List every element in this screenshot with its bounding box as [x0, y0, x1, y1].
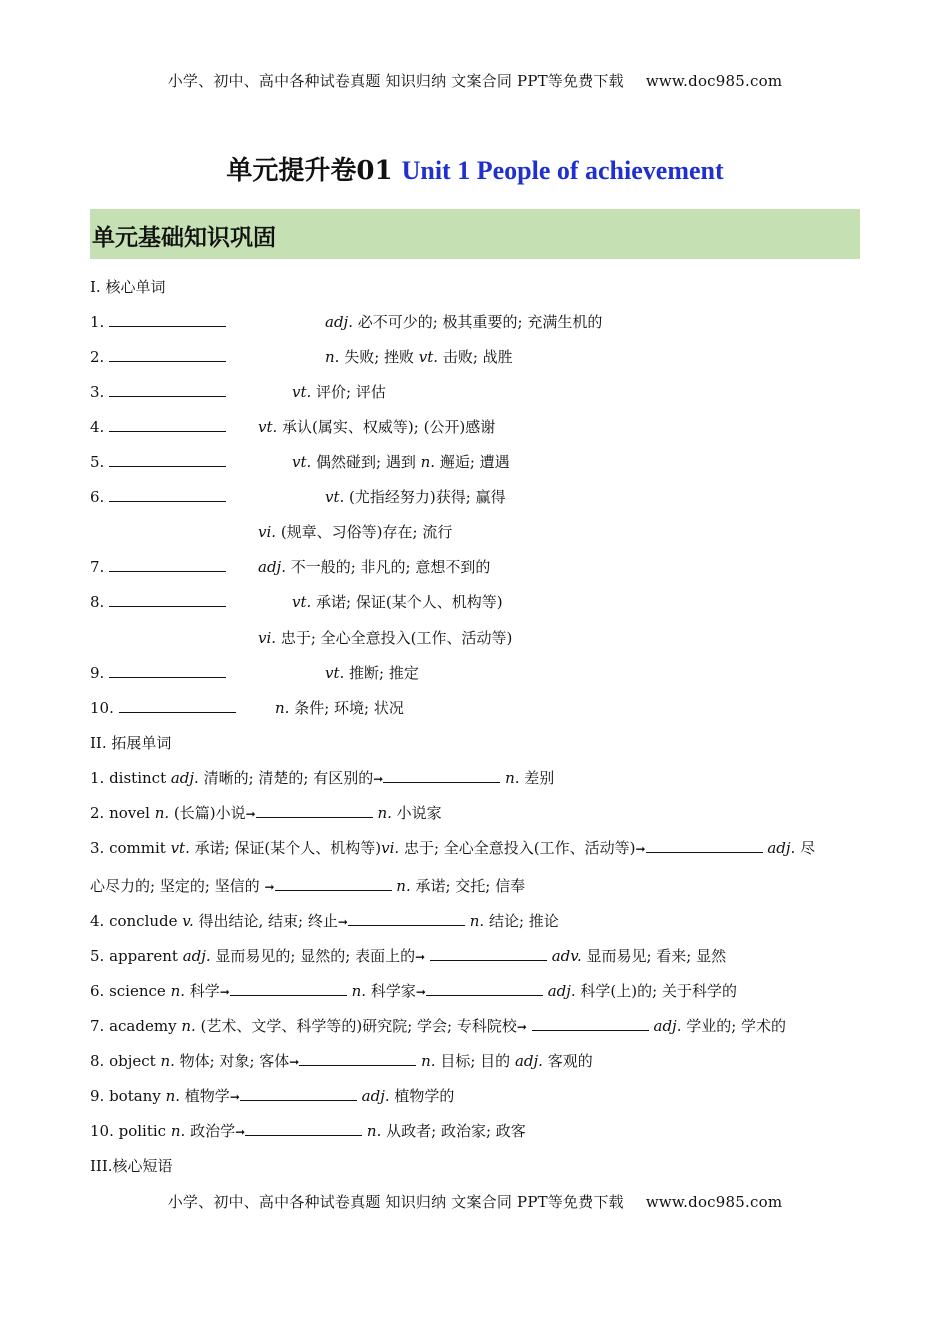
meaning: 目标; 目的: [435, 1052, 511, 1070]
meaning: 条件; 环境; 状况: [289, 699, 404, 717]
list-item-definition: [292, 452, 510, 472]
answer-blank[interactable]: [532, 1016, 649, 1031]
part3-heading: III.核心短语: [90, 1157, 173, 1175]
meaning: 小说家: [391, 804, 442, 822]
page-header: [0, 70, 950, 91]
pos-tag: n.: [351, 982, 367, 1000]
arrow-icon: ➞: [235, 1125, 246, 1139]
list-item-definition: [325, 312, 602, 332]
arrow-icon: ➞: [516, 1020, 527, 1034]
answer-blank[interactable]: [109, 663, 226, 678]
list-item: [90, 382, 226, 402]
word: 7. academy: [90, 1017, 182, 1035]
title-en: Unit 1 People of achievement: [401, 156, 724, 185]
meaning: 忠于; 全心全意投入(工作、活动等): [276, 629, 513, 647]
meaning: 显而易见的; 显然的; 表面上的: [210, 947, 416, 965]
answer-blank[interactable]: [245, 1121, 362, 1136]
meaning: 失败; 挫败: [339, 348, 419, 366]
list-item-continuation: [90, 876, 525, 897]
meaning: 评价; 评估: [311, 383, 386, 401]
item-number: 7.: [90, 558, 105, 576]
meaning: 物体; 对象; 客体: [174, 1052, 290, 1070]
meaning: 不一般的; 非凡的; 意想不到的: [285, 558, 491, 576]
answer-blank[interactable]: [383, 768, 500, 783]
arrow-icon: ➞: [229, 1090, 240, 1104]
pos-tag: adj.: [170, 769, 199, 787]
pos-tag: n.: [170, 1122, 186, 1140]
answer-blank[interactable]: [109, 452, 226, 467]
pos-tag: adj.: [361, 1087, 390, 1105]
answer-blank[interactable]: [109, 417, 226, 432]
list-item: [90, 487, 226, 507]
answer-blank[interactable]: [426, 981, 543, 996]
arrow-icon: ➞: [373, 772, 384, 786]
item-number: 10.: [90, 699, 114, 717]
list-item: [90, 1016, 786, 1037]
footer-text: 小学、初中、高中各种试卷真题 知识归纳 文案合同 PPT等免费下载: [167, 1193, 624, 1211]
item-number: 9.: [90, 664, 105, 682]
meaning: 必不可少的; 极其重要的; 充满生机的: [352, 313, 603, 331]
list-item-definition: [258, 628, 512, 648]
pos-tag: n.: [275, 699, 290, 717]
arrow-icon: ➞: [219, 985, 230, 999]
page-footer: [0, 1191, 950, 1212]
pos-tag: n.: [170, 982, 185, 1000]
word: 1. distinct: [90, 769, 171, 787]
pos-tag: n.: [396, 877, 411, 895]
list-item-definition: [292, 592, 503, 612]
meaning: (长篇)小说: [169, 804, 246, 822]
word: 10. politic: [90, 1122, 171, 1140]
answer-blank[interactable]: [348, 911, 465, 926]
list-item-definition: [325, 487, 506, 507]
meaning: 客观的: [542, 1052, 593, 1070]
list-item-definition: [275, 698, 404, 718]
meaning: 尽: [795, 839, 816, 857]
list-item-definition: [292, 382, 386, 402]
meaning: 承诺; 交托; 信奉: [410, 877, 526, 895]
pos-tag: adj.: [547, 982, 576, 1000]
pos-tag: vt.: [292, 453, 312, 471]
answer-blank[interactable]: [430, 946, 547, 961]
list-item: [90, 663, 226, 683]
pos-tag: adj.: [182, 947, 211, 965]
pos-tag: adj.: [514, 1052, 543, 1070]
pos-tag: vi.: [258, 629, 277, 647]
meaning: 显而易见; 看来; 显然: [581, 947, 727, 965]
header-text: 小学、初中、高中各种试卷真题 知识归纳 文案合同 PPT等免费下载: [167, 72, 624, 90]
meaning: (艺术、文学、科学等的)研究院; 学会; 专科院校: [195, 1017, 517, 1035]
list-item: [90, 347, 226, 367]
item-number: 4.: [90, 418, 105, 436]
meaning: 差别: [519, 769, 555, 787]
list-item: [90, 768, 554, 789]
item-number: 3.: [90, 383, 105, 401]
meaning: 忠于; 全心全意投入(工作、活动等): [399, 839, 636, 857]
word: 2. novel: [90, 804, 155, 822]
meaning: 心尽力的; 坚定的; 坚信的: [90, 877, 260, 895]
pos-tag: n.: [160, 1052, 175, 1070]
answer-blank[interactable]: [109, 592, 226, 607]
answer-blank[interactable]: [256, 803, 373, 818]
list-item-definition: [325, 347, 513, 367]
word: 3. commit: [90, 839, 171, 857]
meaning: 政治学: [185, 1122, 236, 1140]
arrow-icon: ➞: [415, 985, 426, 999]
pos-tag: adj.: [767, 839, 796, 857]
pos-tag: n.: [421, 1052, 436, 1070]
meaning: 承认(属实、权威等); (公开)感谢: [277, 418, 496, 436]
arrow-icon: ➞: [289, 1055, 300, 1069]
list-item: [90, 946, 726, 967]
part1-heading: I. 核心单词: [90, 278, 166, 296]
item-number: 5.: [90, 453, 105, 471]
list-item: [90, 557, 226, 577]
meaning: 邂逅; 遭遇: [435, 453, 510, 471]
list-item: [90, 1086, 454, 1107]
title-cn: 单元提升卷01: [226, 156, 402, 186]
pos-tag: vt.: [292, 383, 312, 401]
footer-site: www.doc985.com: [645, 1193, 783, 1211]
pos-tag: vi.: [381, 839, 400, 857]
meaning: 科学: [185, 982, 220, 1000]
meaning: 从政者; 政治家; 政客: [381, 1122, 526, 1140]
answer-blank[interactable]: [119, 698, 236, 713]
pos-tag: n.: [377, 804, 392, 822]
pos-tag: n.: [181, 1017, 196, 1035]
pos-tag: n.: [154, 804, 170, 822]
list-item-definition: [258, 557, 490, 577]
item-number: 2.: [90, 348, 105, 366]
pos-tag: n.: [165, 1087, 181, 1105]
pos-tag: vt.: [325, 664, 345, 682]
page-title: [0, 150, 950, 187]
list-item: [90, 838, 815, 859]
meaning: 清晰的; 清楚的; 有区别的: [198, 769, 374, 787]
pos-tag: adj.: [653, 1017, 682, 1035]
answer-blank[interactable]: [299, 1051, 416, 1066]
meaning: 植物学的: [389, 1087, 455, 1105]
arrow-icon: ➞: [245, 807, 256, 821]
list-item: [90, 312, 226, 332]
list-item-definition: [325, 663, 419, 683]
list-item: [90, 911, 559, 932]
arrow-icon: ➞: [415, 950, 426, 964]
meaning: 承诺; 保证(某个人、机构等): [311, 593, 503, 611]
list-item: [90, 1051, 593, 1072]
answer-blank[interactable]: [240, 1086, 357, 1101]
answer-blank[interactable]: [109, 347, 226, 362]
meaning: 击败; 战胜: [438, 348, 513, 366]
list-item: [90, 592, 226, 612]
pos-tag: n.: [505, 769, 520, 787]
meaning: 植物学: [180, 1087, 230, 1105]
pos-tag: vt.: [258, 418, 278, 436]
list-item: [90, 1121, 526, 1142]
pos-tag: n.: [469, 912, 485, 930]
answer-blank[interactable]: [230, 981, 347, 996]
meaning: 科学(上)的; 关于科学的: [575, 982, 737, 1000]
item-number: 6.: [90, 488, 105, 506]
item-number: 1.: [90, 313, 105, 331]
pos-tag: adv.: [551, 947, 582, 965]
pos-tag: vt.: [292, 593, 312, 611]
meaning: 学业的; 学术的: [681, 1017, 787, 1035]
answer-blank[interactable]: [109, 312, 226, 327]
pos-tag: vt.: [170, 839, 190, 857]
meaning: 结论; 推论: [484, 912, 559, 930]
pos-tag: adj.: [258, 558, 286, 576]
meaning: 承诺; 保证(某个人、机构等): [189, 839, 382, 857]
pos-tag: adj.: [325, 313, 353, 331]
pos-tag: vt.: [325, 488, 345, 506]
word: 9. botany: [90, 1087, 166, 1105]
section-band-label: 单元基础知识巩固: [92, 224, 276, 251]
meaning: 推断; 推定: [344, 664, 419, 682]
answer-blank[interactable]: [275, 876, 392, 891]
pos-tag: n.: [366, 1122, 382, 1140]
word: 5. apparent: [90, 947, 183, 965]
word: 4. conclude: [90, 912, 183, 930]
list-item: [90, 803, 442, 824]
answer-blank[interactable]: [109, 382, 226, 397]
list-item: [90, 698, 236, 718]
section-band: [90, 209, 860, 259]
word: 6. science: [90, 982, 171, 1000]
list-item-definition: [258, 417, 495, 437]
meaning: 偶然碰到; 遇到: [311, 453, 421, 471]
meaning: 科学家: [366, 982, 416, 1000]
word: 8. object: [90, 1052, 161, 1070]
meaning: 得出结论, 结束; 终止: [193, 912, 338, 930]
list-item: [90, 981, 737, 1002]
list-item: [90, 452, 226, 472]
item-number: 8.: [90, 593, 105, 611]
meaning: (规章、习俗等)存在; 流行: [276, 523, 453, 541]
pos-tag: n.: [325, 348, 340, 366]
arrow-icon: ➞: [635, 842, 646, 856]
list-item-definition: [258, 522, 452, 542]
answer-blank[interactable]: [109, 557, 226, 572]
pos-tag: v.: [182, 912, 194, 930]
header-site: www.doc985.com: [645, 72, 783, 90]
pos-tag: n.: [420, 453, 436, 471]
meaning: (尤指经努力)获得; 赢得: [344, 488, 506, 506]
arrow-icon: ➞: [264, 880, 275, 894]
answer-blank[interactable]: [109, 487, 226, 502]
answer-blank[interactable]: [646, 838, 763, 853]
arrow-icon: ➞: [337, 915, 348, 929]
part2-heading: II. 拓展单词: [90, 734, 172, 752]
list-item: [90, 417, 226, 437]
pos-tag: vt.: [418, 348, 439, 366]
pos-tag: vi.: [258, 523, 277, 541]
